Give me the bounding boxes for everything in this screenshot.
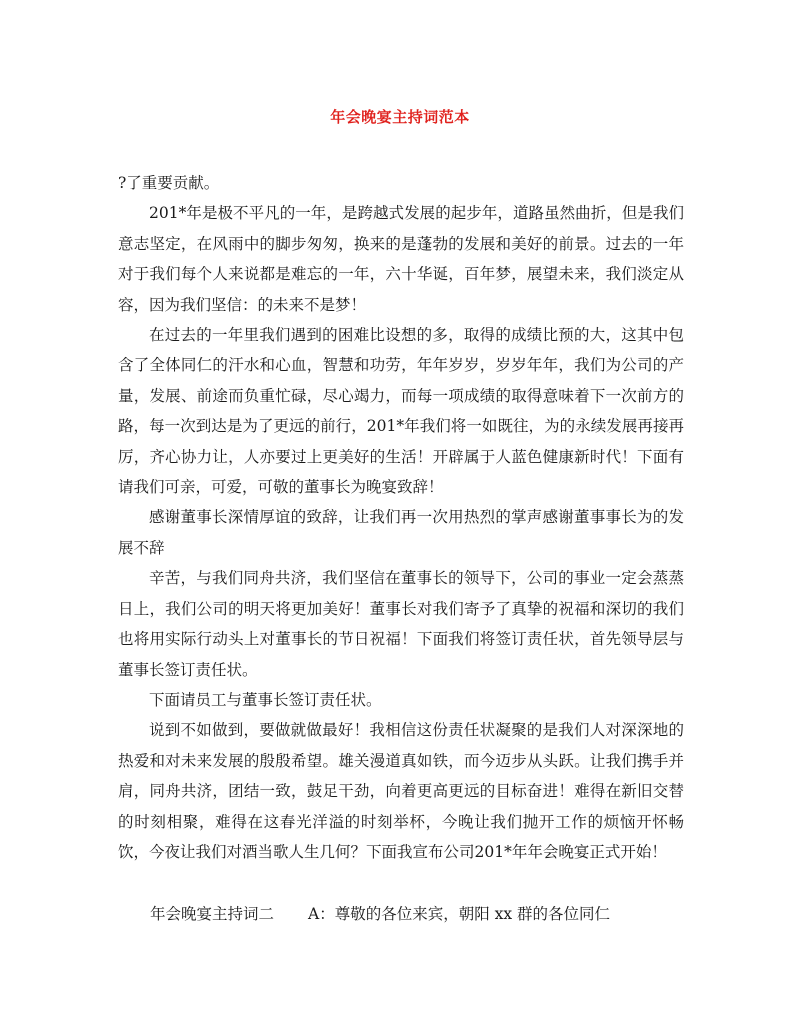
paragraph: ?了重要贡献。 [118, 174, 220, 192]
next-section-title: 年会晚宴主持词二 [150, 905, 275, 923]
paragraph: 说到不如做到，要做就做最好！我相信这份责任状凝聚的是我们人对深深地的热爱和对未来发展的殷殷希望。雄关漫道真如铁，而今迈步从头跃。让我们携手并肩，同舟共济，团结一致，鼓足干劲，向着更高更远的目标奋进！难得在新旧交替的时刻相聚，难得在这春光洋溢的时刻举杯，今晚让我们抛开工作的烦恼开怀畅饮，今夜让我们对酒当歌人生几何？下面我宣布公司201*年年会晚宴正式开始！ [118, 721, 684, 861]
paragraph: 在过去的一年里我们遇到的困难比设想的多，取得的成绩比预的大，这其中包含了全体同仁的汗水和心血，智慧和功劳，年年岁岁，岁岁年年，我们为公司的产量，发展、前途而负重忙碌，尽心竭力，而每一项成绩的取得意味着下一次前方的路，每一次到达是为了更远的前行，201*年我们将一如既往，为的永续发展再接再厉，齐心协力让，人亦要过上更美好的生活！开辟属于人蓝色健康新时代！下面有请我们可亲，可爱，可敬的董事长为晚宴致辞！ [118, 326, 684, 497]
next-section-opening: A：尊敬的各位来宾，朝阳 xx 群的各位同仁 [308, 905, 611, 923]
paragraph: 下面请员工与董事长签订责任状。 [149, 690, 382, 709]
document-body [118, 168, 684, 867]
paragraph: 感谢董事长深情厚谊的致辞，让我们再一次用热烈的掌声感谢董事事长为的发展不辞 [118, 508, 684, 557]
document-title: 年会晚宴主持词范本 [330, 108, 470, 126]
paragraph: 辛苦，与我们同舟共济，我们坚信在董事长的领导下，公司的事业一定会蒸蒸日上，我们公司的明天将更加美好！董事长对我们寄予了真挚的祝福和深切的我们也将用实际行动头上对董事长的节日祝福！下面我们将签订责任状，首先领导层与董事长签订责任状。 [118, 569, 684, 679]
next-section-line [150, 899, 610, 929]
paragraph: 201*年是极不平凡的一年，是跨越式发展的起步年，道路虽然曲折，但是我们意志坚定，在风雨中的脚步匆匆，换来的是蓬勃的发展和美好的前景。过去的一年对于我们每个人来说都是难忘的一年，六十华诞，百年梦，展望未来，我们淡定从容，因为我们坚信：的未来不是梦！ [118, 204, 684, 314]
